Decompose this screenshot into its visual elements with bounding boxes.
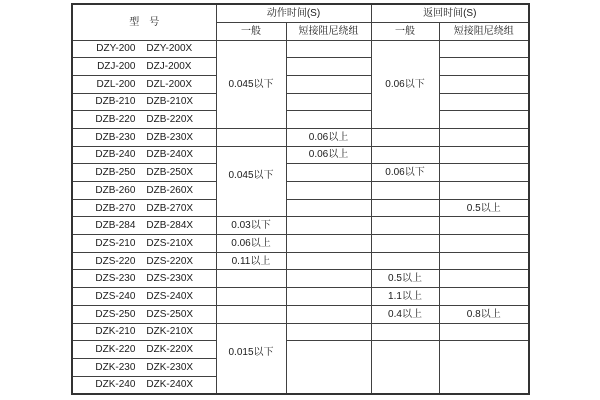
return-damping-cell xyxy=(439,270,529,288)
model-name-a: DZB-260 xyxy=(95,184,136,196)
return-damping-cell xyxy=(439,146,529,164)
return-damping-cell xyxy=(439,58,529,76)
header-return-time: 返回时间(S) xyxy=(371,4,529,22)
return-damping-cell xyxy=(439,217,529,235)
action-general-cell xyxy=(216,128,286,146)
return-damping-cell: 0.5以上 xyxy=(439,199,529,217)
model-cell xyxy=(72,182,216,200)
model-name-a: DZS-210 xyxy=(95,237,136,249)
return-damping-cell xyxy=(439,341,529,394)
model-cell xyxy=(72,341,216,359)
model-name-b: DZK-210X xyxy=(146,326,194,338)
header-model: 型 号 xyxy=(72,4,216,40)
table-row xyxy=(72,270,529,288)
model-name-b: DZS-240X xyxy=(146,290,194,302)
model-cell xyxy=(72,164,216,182)
action-general-cell xyxy=(216,288,286,306)
model-name-a: DZS-250 xyxy=(95,308,136,320)
return-general-cell xyxy=(371,199,439,217)
table-row xyxy=(72,199,529,217)
model-cell xyxy=(72,235,216,253)
model-name-b: DZB-240X xyxy=(146,149,194,161)
action-damping-cell xyxy=(286,305,371,323)
model-cell xyxy=(72,217,216,235)
table-row xyxy=(72,111,529,129)
return-damping-cell: 0.8以上 xyxy=(439,305,529,323)
action-damping-cell xyxy=(286,164,371,182)
model-name-b: DZS-220X xyxy=(146,255,194,267)
return-damping-cell xyxy=(439,128,529,146)
model-name-a: DZK-220 xyxy=(95,344,136,356)
model-name-a: DZJ-200 xyxy=(97,61,136,73)
header-row-1 xyxy=(72,4,529,22)
table-row xyxy=(72,305,529,323)
model-name-b: DZB-230X xyxy=(146,131,194,143)
model-name-b: DZB-250X xyxy=(146,167,194,179)
model-name-a: DZK-240 xyxy=(95,379,136,391)
model-name-a: DZB-240 xyxy=(95,149,136,161)
model-name-a: DZK-230 xyxy=(95,361,136,373)
return-damping-cell xyxy=(439,288,529,306)
model-name-b: DZY-200X xyxy=(146,43,193,55)
table-row xyxy=(72,217,529,235)
table-row xyxy=(72,128,529,146)
action-general-cell xyxy=(216,270,286,288)
model-name-b: DZJ-200X xyxy=(146,61,192,73)
model-cell xyxy=(72,323,216,341)
model-name-b: DZB-284X xyxy=(146,220,194,232)
return-general-cell xyxy=(371,217,439,235)
return-general-cell xyxy=(371,146,439,164)
return-damping-cell xyxy=(439,182,529,200)
table-row xyxy=(72,146,529,164)
action-general-cell: 0.11以上 xyxy=(216,252,286,270)
model-name-a: DZB-220 xyxy=(95,114,136,126)
header-return-general: 一般 xyxy=(371,22,439,40)
model-cell xyxy=(72,40,216,58)
action-damping-cell xyxy=(286,217,371,235)
relay-spec-table xyxy=(71,3,530,395)
return-general-cell xyxy=(371,252,439,270)
model-cell xyxy=(72,93,216,111)
action-general-cell: 0.015以下 xyxy=(216,323,286,394)
header-action-time: 动作时间(S) xyxy=(216,4,371,22)
table-row xyxy=(72,75,529,93)
model-cell xyxy=(72,288,216,306)
return-damping-cell xyxy=(439,111,529,129)
return-general-cell: 0.5以上 xyxy=(371,270,439,288)
model-name-b: DZK-230X xyxy=(146,361,194,373)
model-name-a: DZS-220 xyxy=(95,255,136,267)
action-general-cell xyxy=(216,305,286,323)
action-damping-cell xyxy=(286,270,371,288)
model-name-a: DZK-210 xyxy=(95,326,136,338)
action-general-cell: 0.045以下 xyxy=(216,40,286,128)
model-cell xyxy=(72,376,216,394)
model-cell xyxy=(72,58,216,76)
return-damping-cell xyxy=(439,252,529,270)
return-damping-cell xyxy=(439,235,529,253)
action-damping-cell xyxy=(286,40,371,58)
return-damping-cell xyxy=(439,93,529,111)
table-row xyxy=(72,323,529,341)
return-general-cell: 0.4以上 xyxy=(371,305,439,323)
action-damping-cell: 0.06以上 xyxy=(286,146,371,164)
model-name-a: DZB-230 xyxy=(95,131,136,143)
action-damping-cell xyxy=(286,182,371,200)
model-cell xyxy=(72,305,216,323)
return-general-cell xyxy=(371,323,439,341)
model-name-a: DZL-200 xyxy=(96,78,136,90)
action-general-cell: 0.06以上 xyxy=(216,235,286,253)
action-damping-cell xyxy=(286,252,371,270)
model-name-b: DZK-220X xyxy=(146,344,194,356)
model-name-b: DZK-240X xyxy=(146,379,194,391)
action-damping-cell: 0.06以上 xyxy=(286,128,371,146)
return-damping-cell xyxy=(439,40,529,58)
model-name-b: DZS-230X xyxy=(146,273,194,285)
model-name-a: DZY-200 xyxy=(96,43,136,55)
return-general-cell xyxy=(371,341,439,394)
return-general-cell: 1.1以上 xyxy=(371,288,439,306)
return-general-cell: 0.06以下 xyxy=(371,164,439,182)
model-name-b: DZL-200X xyxy=(146,78,192,90)
header-action-general: 一般 xyxy=(216,22,286,40)
model-cell xyxy=(72,358,216,376)
header-return-damping: 短接阻尼绕组 xyxy=(439,22,529,40)
action-damping-cell xyxy=(286,323,371,341)
header-action-damping: 短接阻尼绕组 xyxy=(286,22,371,40)
action-damping-cell xyxy=(286,341,371,394)
return-damping-cell xyxy=(439,164,529,182)
model-name-a: DZB-250 xyxy=(95,167,136,179)
model-cell xyxy=(72,252,216,270)
return-general-cell xyxy=(371,182,439,200)
model-name-b: DZS-250X xyxy=(146,308,194,320)
model-name-b: DZB-220X xyxy=(146,114,194,126)
action-damping-cell xyxy=(286,199,371,217)
model-cell xyxy=(72,146,216,164)
table-row xyxy=(72,235,529,253)
model-name-a: DZS-240 xyxy=(95,290,136,302)
return-general-cell xyxy=(371,235,439,253)
action-damping-cell xyxy=(286,75,371,93)
action-damping-cell xyxy=(286,58,371,76)
model-name-a: DZB-270 xyxy=(95,202,136,214)
action-damping-cell xyxy=(286,93,371,111)
model-cell xyxy=(72,199,216,217)
table-row xyxy=(72,58,529,76)
return-damping-cell xyxy=(439,75,529,93)
table-row xyxy=(72,40,529,58)
model-name-b: DZB-260X xyxy=(146,184,194,196)
table-row xyxy=(72,164,529,182)
model-cell xyxy=(72,128,216,146)
table-row xyxy=(72,288,529,306)
model-cell xyxy=(72,270,216,288)
return-general-cell: 0.06以下 xyxy=(371,40,439,128)
action-general-cell: 0.03以下 xyxy=(216,217,286,235)
model-name-a: DZB-210 xyxy=(95,96,136,108)
model-name-b: DZS-210X xyxy=(146,237,194,249)
model-name-a: DZB-284 xyxy=(95,220,136,232)
model-cell xyxy=(72,75,216,93)
return-general-cell xyxy=(371,128,439,146)
action-damping-cell xyxy=(286,235,371,253)
table-row xyxy=(72,93,529,111)
model-name-a: DZS-230 xyxy=(95,273,136,285)
action-damping-cell xyxy=(286,111,371,129)
model-name-b: DZB-270X xyxy=(146,202,194,214)
action-damping-cell xyxy=(286,288,371,306)
table-row xyxy=(72,341,529,359)
table-row xyxy=(72,252,529,270)
action-general-cell: 0.045以下 xyxy=(216,146,286,217)
table-row xyxy=(72,182,529,200)
model-name-b: DZB-210X xyxy=(146,96,194,108)
return-damping-cell xyxy=(439,323,529,341)
model-cell xyxy=(72,111,216,129)
